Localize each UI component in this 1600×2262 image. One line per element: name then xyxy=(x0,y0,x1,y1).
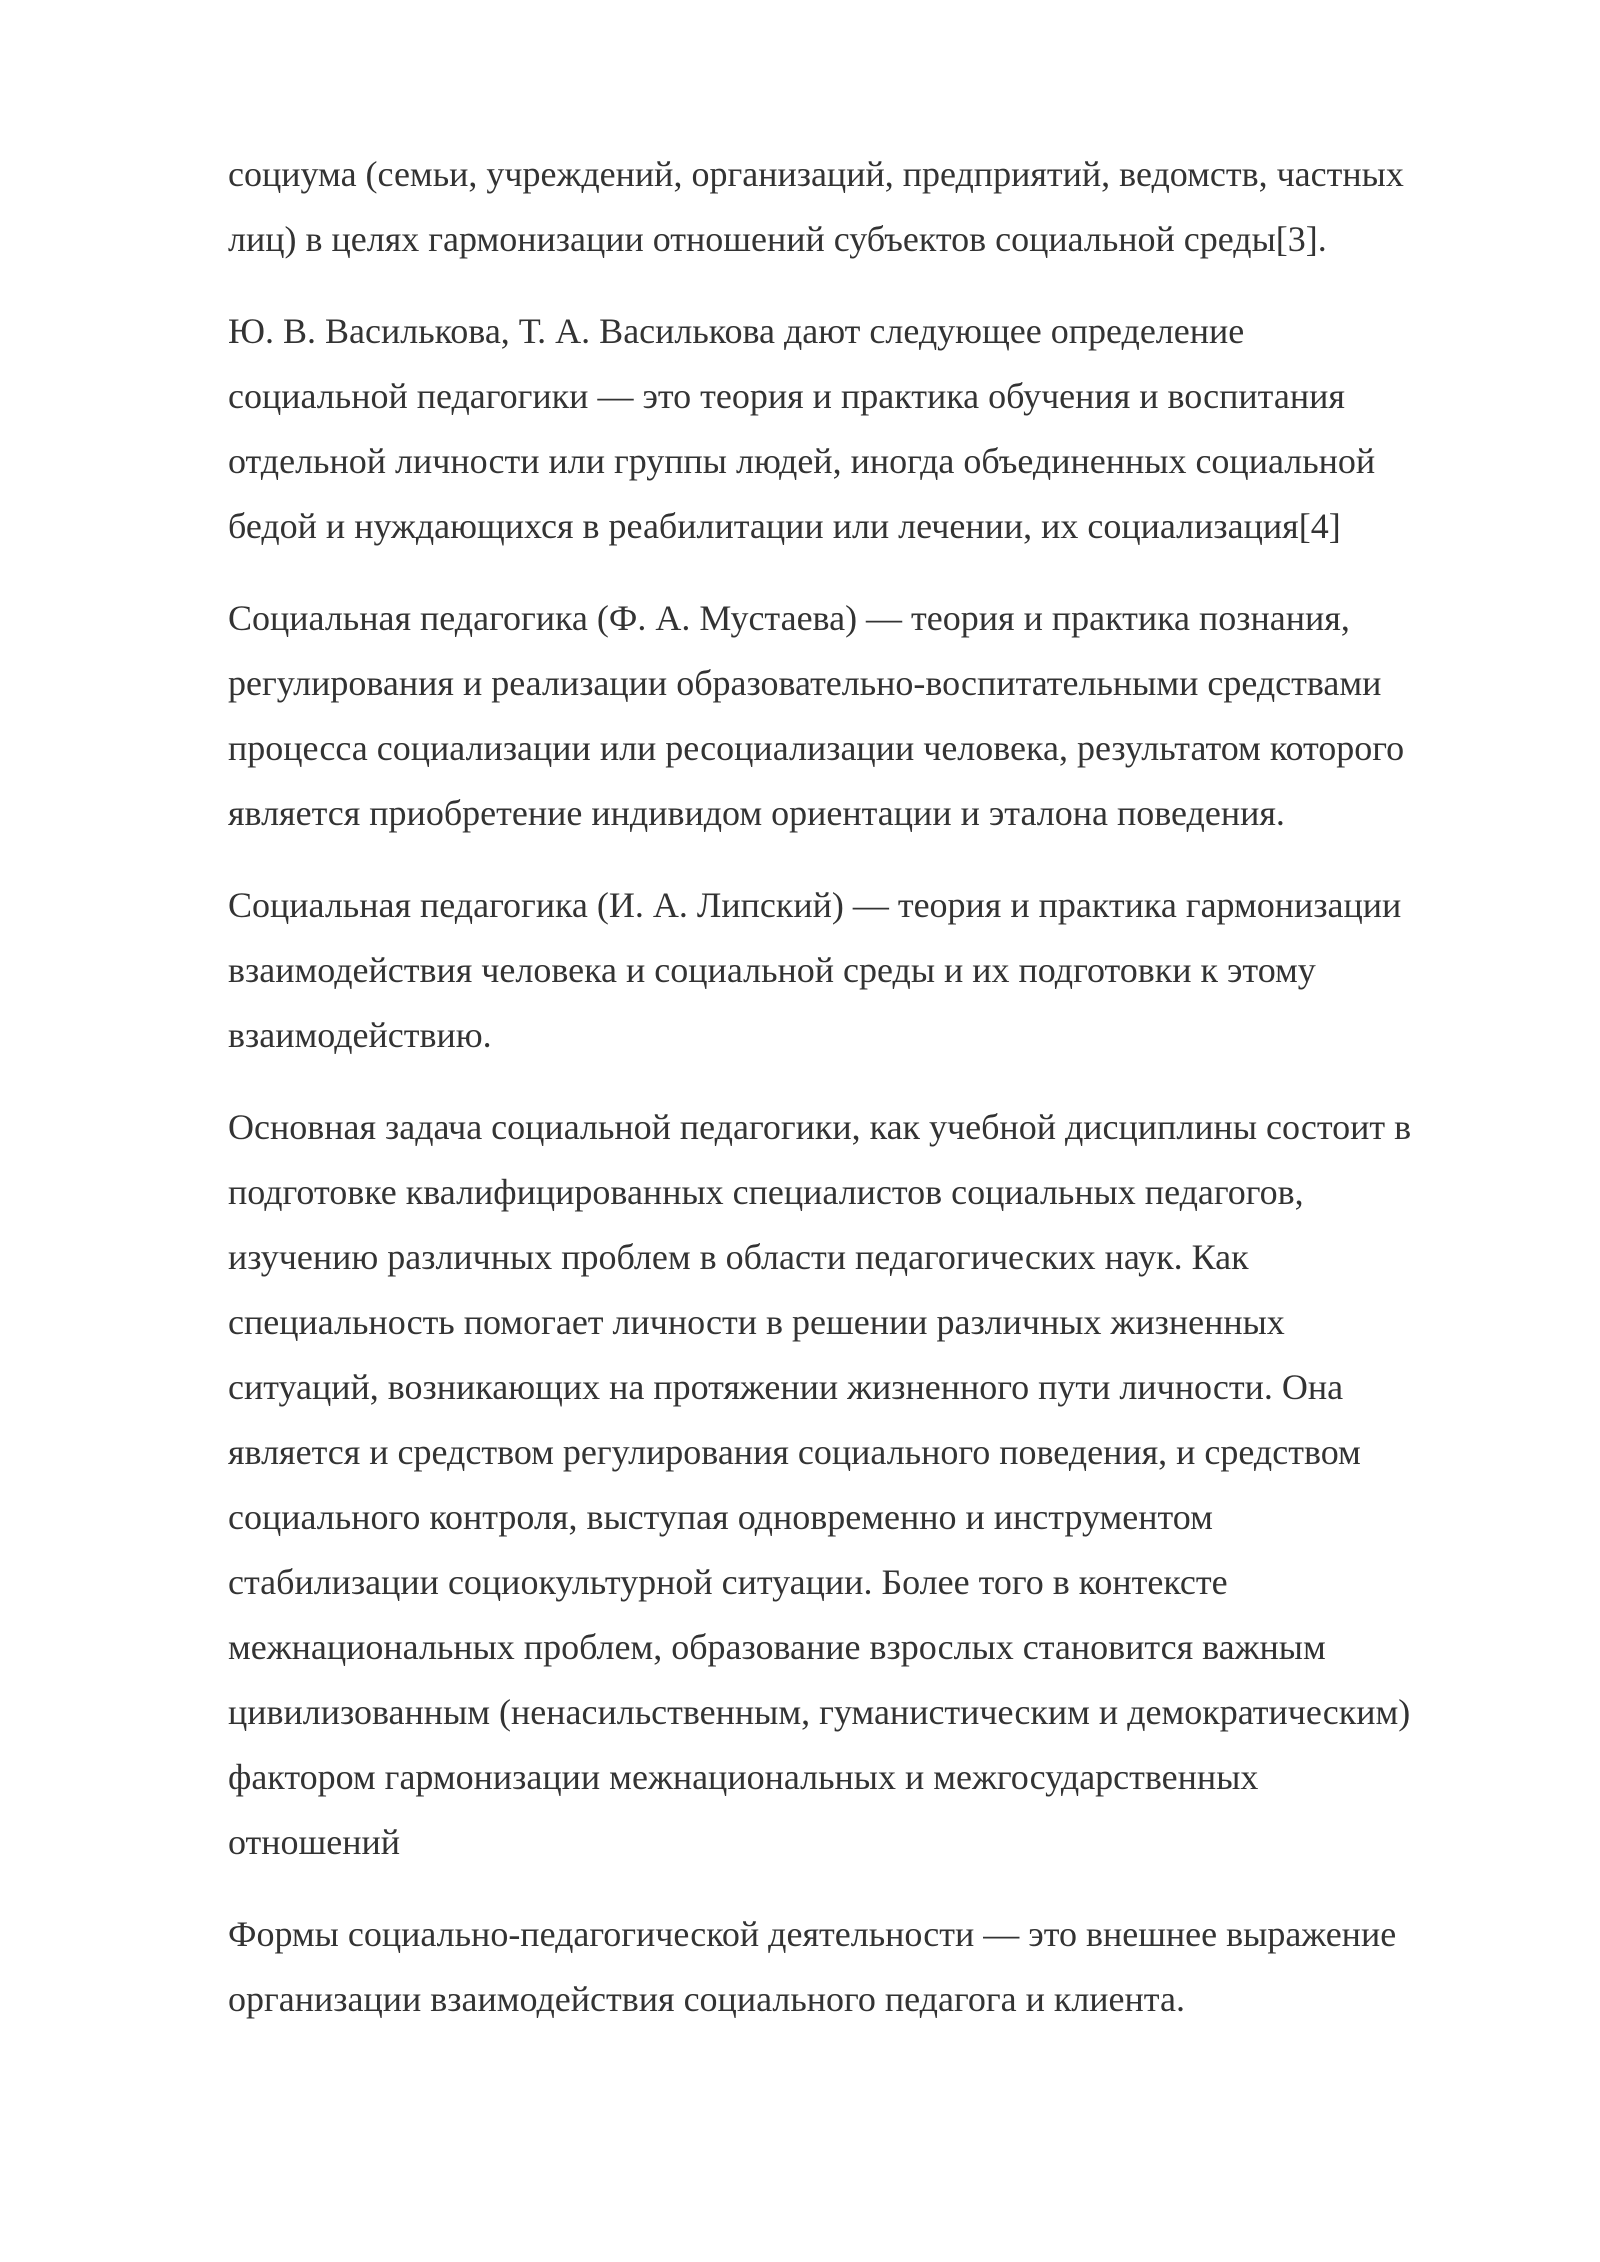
text-line: подготовке квалифицированных специалистов социальных педагогов, xyxy=(228,1172,1304,1212)
text-line: социальной педагогики — это теория и практика обучения и воспитания xyxy=(228,376,1345,416)
paragraph xyxy=(228,586,1468,846)
text-line: фактором гармонизации межнациональных и межгосударственных xyxy=(228,1757,1259,1797)
paragraph xyxy=(228,142,1468,272)
text-line: процесса социализации или ресоциализации человека, результатом которого xyxy=(228,728,1405,768)
text-line: отношений xyxy=(228,1822,401,1862)
text-line: лиц) в целях гармонизации отношений субъектов социальной среды[3]. xyxy=(228,219,1327,259)
text-line: регулирования и реализации образовательно-воспитательными средствами xyxy=(228,663,1382,703)
text-line: цивилизованным (ненасильственным, гуманистическим и демократическим) xyxy=(228,1692,1411,1732)
text-line: стабилизации социокультурной ситуации. Более того в контексте xyxy=(228,1562,1228,1602)
paragraph xyxy=(228,873,1468,1068)
text-line: межнациональных проблем, образование взрослых становится важным xyxy=(228,1627,1326,1667)
text-line: социального контроля, выступая одновременно и инструментом xyxy=(228,1497,1213,1537)
text-line: Социальная педагогика (Ф. А. Мустаева) — теория и практика познания, xyxy=(228,598,1350,638)
paragraph xyxy=(228,1095,1468,1875)
text-line: специальность помогает личности в решении различных жизненных xyxy=(228,1302,1285,1342)
text-line: Формы социально-педагогической деятельности — это внешнее выражение xyxy=(228,1914,1397,1954)
text-line: ситуаций, возникающих на протяжении жизненного пути личности. Она xyxy=(228,1367,1344,1407)
text-line: Основная задача социальной педагогики, как учебной дисциплины состоит в xyxy=(228,1107,1412,1147)
paragraph xyxy=(228,299,1468,559)
text-line: бедой и нуждающихся в реабилитации или лечении, их социализация[4] xyxy=(228,506,1341,546)
document-body xyxy=(228,142,1468,2059)
text-line: отдельной личности или группы людей, иногда объединенных социальной xyxy=(228,441,1376,481)
text-line: является приобретение индивидом ориентации и эталона поведения. xyxy=(228,793,1285,833)
text-line: социума (семьи, учреждений, организаций, предприятий, ведомств, частных xyxy=(228,154,1404,194)
text-line: является и средством регулирования социального поведения, и средством xyxy=(228,1432,1361,1472)
paragraph xyxy=(228,1902,1468,2032)
text-line: Социальная педагогика (И. А. Липский) — теория и практика гармонизации xyxy=(228,885,1402,925)
text-line: взаимодействия человека и социальной среды и их подготовки к этому xyxy=(228,950,1316,990)
text-line: Ю. В. Василькова, Т. А. Василькова дают следующее определение xyxy=(228,311,1245,351)
text-line: взаимодействию. xyxy=(228,1015,492,1055)
text-line: изучению различных проблем в области педагогических наук. Как xyxy=(228,1237,1249,1277)
text-line: организации взаимодействия социального педагога и клиента. xyxy=(228,1979,1185,2019)
